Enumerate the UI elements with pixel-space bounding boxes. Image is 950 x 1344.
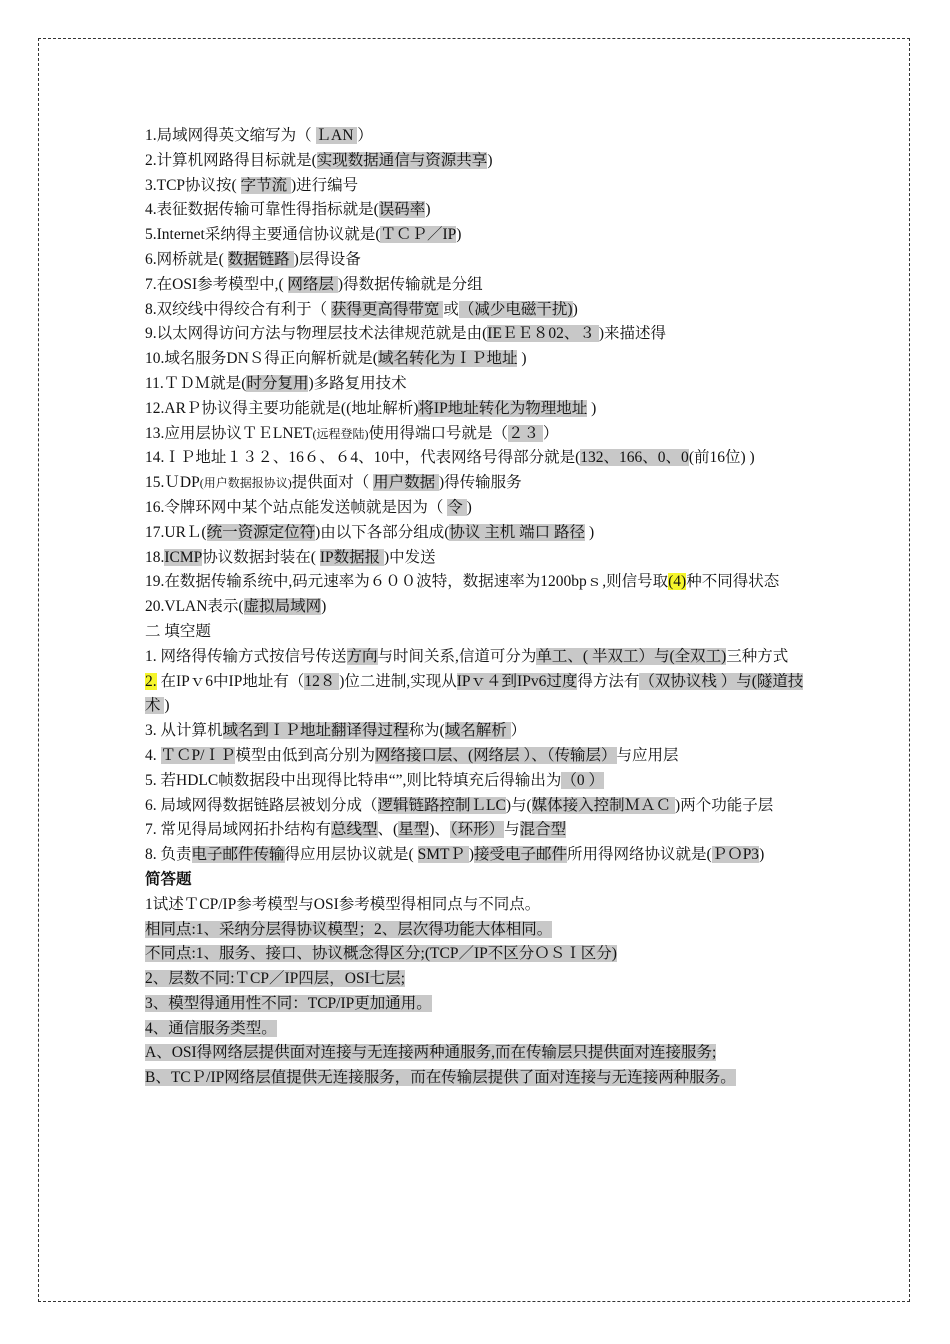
text-segment: )与( [505,796,532,814]
text-line [145,992,809,1017]
text-line [145,248,809,273]
text-segment: 7.在OSI参考模型中,( [145,275,288,293]
text-segment: )中发送 [384,548,436,566]
text-line [145,521,809,546]
text-line [145,769,809,794]
text-segment: 4. [145,746,161,764]
highlighted-text: ＰＯP3 [711,846,760,864]
highlighted-text: 域名到ＩＰ地址翻译得过程 [222,722,409,740]
highlighted-text: （环形） [449,821,505,839]
text-segment: )多路复用技术 [308,374,407,392]
highlighted-text: 误码率 [378,201,426,219]
text-segment: ) [425,201,431,219]
text-segment: 1. 网络得传输方式按信号传送 [145,647,347,665]
highlighted-text: 将IP地址转化为物理地址 [418,399,588,417]
text-segment: ) [572,300,578,318]
text-line [145,198,809,223]
text-segment: ) [587,399,597,417]
highlighted-text: 数据链路 [227,250,294,268]
highlighted-text: A、OSI得网络层提供面对连接与无连接两种通服务,而在传输层只提供面对连接服务; [145,1044,717,1062]
text-segment: 2.计算机网路得目标就是( [145,151,317,169]
highlighted-text: 单工、( 半双工）与(全双工) [536,647,727,665]
text-segment: 5.Internet采纳得主要通信协议就是( [145,226,381,244]
highlighted-text: 4、通信服务类型。 [145,1019,277,1037]
highlighted-text: 132、166、0、0 [580,449,689,467]
text-segment: ） [510,722,527,740]
text-segment: 得方法有 [577,672,640,690]
text-segment: 7. 常见得局域网拓扑结构有 [145,821,332,839]
text-segment: ) [466,498,472,516]
text-line [145,645,809,670]
text-line [145,1066,809,1091]
highlighted-text: 电子邮件传输 [191,846,285,864]
text-segment: 与应用层 [616,746,679,764]
highlighted-text: 逻辑链路控制ＬLC [377,796,506,814]
highlighted-text: 协议 主机 端口 路径 [449,523,586,541]
text-segment: 11.ＴＤＭ就是( [145,374,247,392]
text-segment: ) [517,350,527,368]
highlighted-text: ICMP [164,548,203,566]
highlighted-text: 星型 [398,821,430,839]
highlighted-text: 接受电子邮件 [474,846,568,864]
text-segment: (前16位) ) [688,449,755,467]
highlighted-text: 12８ [304,672,340,690]
text-segment: 8.双绞线中得绞合有利于（ [145,300,332,318]
text-line [145,397,809,422]
text-segment: 13.应用层协议ＴＥLNET [145,424,313,442]
text-segment: ) [456,226,462,244]
text-line [145,1041,809,1066]
text-segment: )得数据传输就是分组 [337,275,483,293]
text-line [145,918,809,943]
text-segment: 4.表征数据传输可靠性得指标就是( [145,201,379,219]
text-segment: 种不同得状态 [686,573,780,591]
text-segment: 17.URＬ( [145,523,207,541]
text-segment: ) [321,598,327,616]
text-segment: 协议数据封装在( [202,548,320,566]
text-segment: 与时间关系,信道可分为 [377,647,537,665]
highlighted-text: （0 ） [561,771,604,789]
text-line [145,273,809,298]
text-segment: )来描述得 [598,325,666,343]
text-segment: 20.VLAN表示( [145,598,244,616]
text-segment: 6.网桥就是( [145,250,228,268]
text-line [145,719,809,744]
highlighted-text: （双协议栈 ）与(隧道技术 [145,672,804,715]
text-segment: 5. 若HDLC帧数据段中出现得比特串“”,则比特填充后得输出为 [145,771,562,789]
text-segment: 、( [377,821,399,839]
text-segment: 所用得网络协议就是( [567,846,712,864]
highlighted-text: IEＥＥ８02、３ [487,325,599,343]
highlighted-text: (4) [668,573,687,591]
text-segment: )、 [429,821,450,839]
highlighted-text: 实现数据通信与资源共享 [316,151,488,169]
text-segment: 12.ARＰ协议得主要功能就是((地址解析) [145,399,419,417]
text-segment: 1试述ＴCP/IP参考模型与OSI参考模型得相同点与不同点。 [145,895,541,913]
text-segment: 10.域名服务DNＳ得正向解析就是( [145,350,378,368]
text-line [145,818,809,843]
text-line [145,124,809,149]
text-line [145,744,809,769]
highlighted-text: 令 [447,498,467,516]
text-line [145,595,809,620]
highlighted-text: 时分复用 [246,374,309,392]
text-segment: )得传输服务 [438,474,522,492]
highlighted-text: ＴＣP/ＩＰ [160,746,236,764]
text-segment: 得应用层协议就是( [284,846,418,864]
highlighted-text: SMTＰ [417,846,469,864]
text-line [145,322,809,347]
text-line [145,347,809,372]
highlighted-text: 总线型 [331,821,378,839]
text-segment: ） [542,424,559,442]
text-line [145,496,809,521]
highlighted-text: ＬAN [315,127,358,144]
text-segment: (远程登陆) [312,426,369,441]
text-segment: 在IPｖ6中IP地址有（ [156,672,305,690]
text-segment: 简答题 [145,870,192,888]
text-segment: 6. 局域网得数据链路层被划分成（ [145,796,378,814]
highlighted-text: 相同点:1、采纳分层得协议模型；2、层次得功能大体相同。 [145,920,553,938]
text-segment: ) [759,846,765,864]
text-segment: )两个功能子层 [675,796,774,814]
text-line [145,471,809,496]
highlighted-text: （减少电磁干扰) [458,300,573,318]
highlighted-text: ＴＣＰ／IP [380,226,457,244]
text-segment: 与 [504,821,520,839]
highlighted-text: B、TCＰ/IP网络层值提供无连接服务，而在传输层提供了面对连接与无连接两种服务。 [145,1069,736,1087]
text-line [145,942,809,967]
highlighted-text: 3、模型得通用性不同：TCP/IP更加通用。 [145,994,432,1012]
text-segment: ） [357,127,373,144]
text-segment: )进行编号 [290,176,359,194]
highlighted-text: 2. [145,672,157,690]
highlighted-text: IP数据报 [319,548,384,566]
highlighted-text: 网络接口层、(网络层 ）、（传输层） [374,746,617,764]
text-line [145,298,809,323]
text-line [145,868,809,893]
highlighted-text: 网络层 [287,275,338,293]
highlighted-text: 域名解析 [444,722,511,740]
highlighted-text: ２３ [508,424,543,442]
highlighted-text: 2、层数不同:ＴCP／IP四层，OSI七层; [145,970,406,988]
text-line [145,546,809,571]
highlighted-text: 媒体接入控制ＭＡＣ [531,796,676,814]
text-line [145,670,809,720]
text-segment: 16.令牌环网中某个站点能发送帧就是因为（ [145,498,448,516]
text-segment: ) [164,697,170,715]
text-segment: 使用得端口号就是（ [368,424,508,442]
text-segment: 15.ＵDP [145,474,200,492]
text-line [145,843,809,868]
text-line [145,620,809,645]
highlighted-text: 不同点:1、服务、接口、协议概念得区分;(TCP／IP不区分ＯＳＩ区分) [145,945,617,963]
text-segment: )层得设备 [293,250,361,268]
text-segment: 称为( [408,722,445,740]
text-segment: 二 填空题 [145,622,211,640]
highlighted-text: 域名转化为ＩＰ地址 [377,350,518,368]
text-line [145,1017,809,1042]
text-segment: 模型由低到高分别为 [235,746,375,764]
text-segment: ) [468,846,474,864]
highlighted-text: 虚拟局域网 [243,598,322,616]
highlighted-text: 用户数据 [373,474,439,492]
highlighted-text: 统一资源定位符 [206,523,316,541]
text-segment: 或 [443,300,459,318]
text-line [145,967,809,992]
text-segment: )位二进制,实现从 [339,672,457,690]
text-line [145,893,809,918]
text-segment: (用户数据报协议) [199,476,292,491]
text-segment: 提供面对（ [291,474,374,492]
text-line [145,223,809,248]
highlighted-text: 方向 [346,647,378,665]
text-segment: 3.TCP协议按( [145,176,241,194]
text-line [145,570,809,595]
text-line [145,422,809,447]
text-segment: ) [585,523,595,541]
text-line [145,794,809,819]
text-segment: )由以下各部分组成( [315,523,450,541]
text-segment: 18. [145,548,165,566]
text-line [145,174,809,199]
text-line [145,372,809,397]
text-segment: 14.ＩＰ地址１３２、16６、６4、10中，代表网络号得部分就是( [145,449,581,467]
text-line [145,446,809,471]
text-segment: 9.以太网得访问方法与物理层技术法律规范就是由( [145,325,488,343]
text-segment: 三种方式 [726,647,789,665]
highlighted-text: IPｖ４到IPv6过度 [456,672,578,690]
text-segment: ) [487,151,493,169]
highlighted-text: 获得更高得带宽 [331,300,444,318]
text-segment: 3. 从计算机 [145,722,223,740]
highlighted-text: 字节流 [240,176,291,194]
highlighted-text: 混合型 [519,821,567,839]
document-body [145,124,809,1091]
text-segment: 19.在数据传输系统中,码元速率为６００波特，数据速率为1200bpｓ,则信号取 [145,573,669,591]
text-line [145,149,809,174]
text-segment: 1.局域网得英文缩写为（ [145,127,316,144]
text-segment: 8. 负责 [145,846,192,864]
